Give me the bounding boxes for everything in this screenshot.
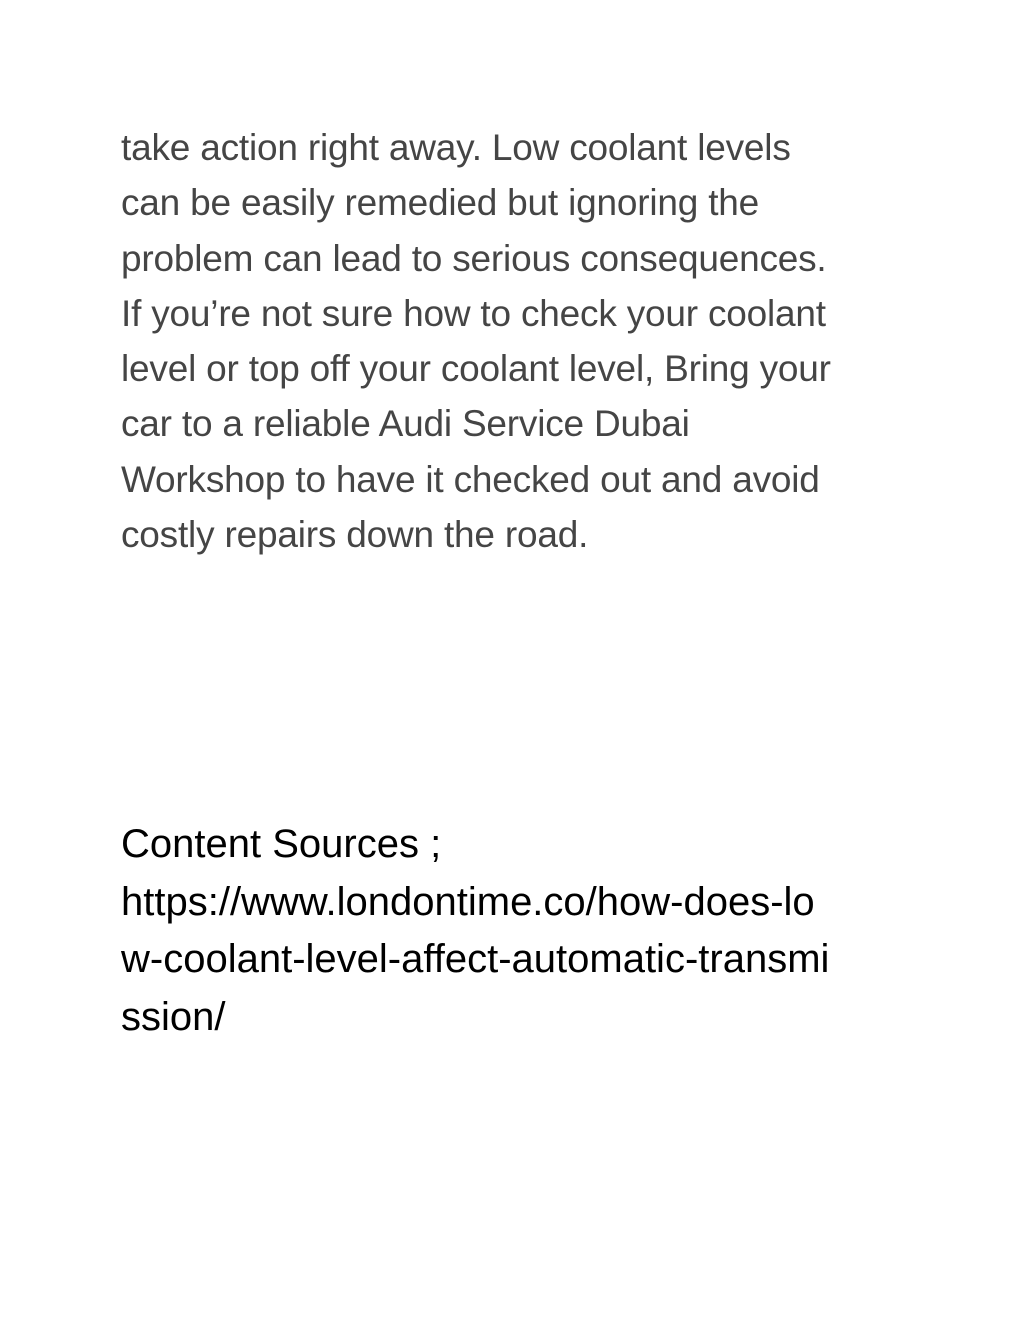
source-url-line[interactable]: ssion/ bbox=[121, 994, 226, 1039]
body-paragraph: take action right away. Low coolant levels can be easily remedied but ignoring the problem can lead to serious consequences. If you’re not sure how to check your coolant level or top off your coolant level, Bring your car to a reliable Audi Service Dubai Workshop to have it checked out and avoid costly repairs down the road. bbox=[121, 127, 831, 556]
source-url-line[interactable]: https://www.londontime.co/how-does-lo bbox=[121, 879, 815, 924]
content-sources-block bbox=[121, 816, 921, 1046]
content-sources-heading: Content Sources ; bbox=[121, 822, 442, 866]
source-url-line[interactable]: w-coolant-level-affect-automatic-transmi bbox=[121, 937, 830, 981]
